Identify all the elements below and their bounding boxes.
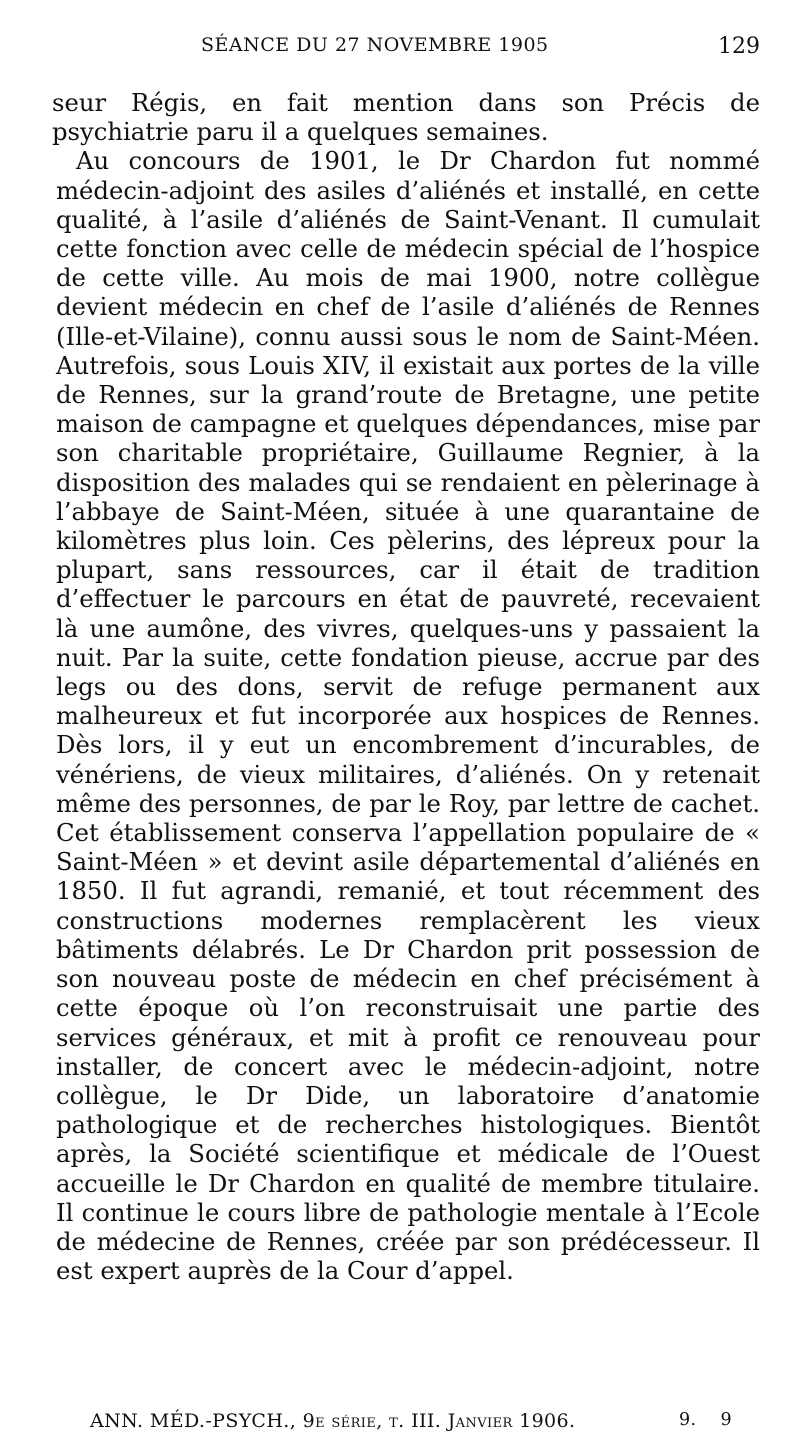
- paragraph-continuation: seur Régis, en fait mention dans son Précis de psychiatrie paru il a quelques semaines.: [52, 88, 760, 147]
- running-title: SÉANCE DU 27 NOVEMBRE 1905: [201, 34, 549, 56]
- footer: [90, 1410, 760, 1432]
- running-head: [56, 34, 760, 74]
- paragraph-chardon-career: Au concours de 1901, le Dr Chardon fut nommé médecin-adjoint des asiles d’aliénés et installé, en cette qualité, à l’asile d’aliénés de Saint-Venant. Il cumulait cette fonction avec celle de médecin spécial de l’hospice de cette ville. Au mois de mai 1900, notre collègue devient médecin en chef de l’asile d’aliénés de Rennes (Ille-et-Vilaine), connu aussi sous le nom de Saint-Méen. Autrefois, sous Louis XIV, il existait aux portes de la ville de Rennes, sur la grand’route de Bretagne, une petite maison de campagne et quelques dépendances, mise par son charitable propriétaire, Guillaume Regnier, à la disposition des malades qui se rendaient en pèlerinage à l’abbaye de Saint-Méen, située à une quarantaine de kilomètres plus loin. Ces pèlerins, des lépreux pour la plupart, sans ressources, car il était de tradition d’effectuer le parcours en état de pauvreté, recevaient là une aumône, des vivres, quelques-uns y passaient la nuit. Par la suite, cette fondation pieuse, accrue par des legs ou des dons, servit de refuge permanent aux malheureux et fut incorporée aux hospices de Rennes. Dès lors, il y eut un encombrement d’incurables, de vénériens, de vieux militaires, d’aliénés. On y retenait même des personnes, de par le Roy, par lettre de cachet. Cet établissement conserva l’appellation populaire de « Saint-Méen » et devint asile départemental d’aliénés en 1850. Il fut agrandi, remanié, et tout récemment des constructions modernes remplacèrent les vieux bâtiments délabrés. Le Dr Chardon prit possession de son nouveau poste de médecin en chef précisément à cette époque où l’on reconstruisait une partie des services généraux, et mit à profit ce renouveau pour installer, de concert avec le médecin-adjoint, notre collègue, le Dr Dide, un laboratoire d’anatomie pathologique et de recherches histologiques. Bientôt après, la Société scientifique et médicale de l’Ouest accueille le Dr Chardon en qualité de membre titulaire. Il continue le cours libre de pathologie mentale à l’Ecole de médecine de Rennes, créée par son prédécesseur. Il est expert auprès de la Cour d’appel.: [56, 146, 760, 1286]
- journal-citation: ANN. MÉD.-PSYCH., 9e série, t. III. Janvier 1906.: [90, 1410, 576, 1432]
- signature-mark: 9. 9: [679, 1410, 732, 1430]
- page-number: 129: [718, 34, 760, 59]
- body-text: [52, 88, 760, 1286]
